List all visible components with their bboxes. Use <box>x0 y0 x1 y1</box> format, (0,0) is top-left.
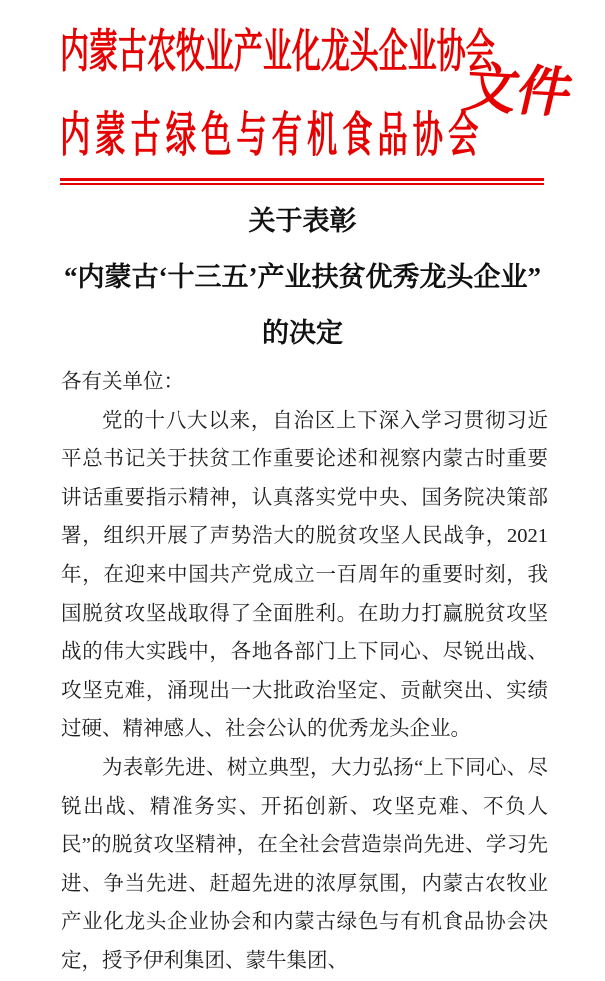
body-paragraph-1: 党的十八大以来，自治区上下深入学习贯彻习近平总书记关于扶贫工作重要论述和视察内蒙古时重要讲话重要指示精神，认真落实党中央、国务院决策部署，组织开展了声势浩大的脱贫攻坚人民战争，2021 年，在迎来中国共产党成立一百周年的重要时刻，我国脱贫攻坚战取得了全面胜利。在助力打赢脱贫攻坚战的伟大实践中，各地各部门上下同心、尽锐出战、攻坚克难，涌现出一大批政治坚定、贡献突出、实绩过硬、精神感人、社会公认的优秀龙头企业。 <box>61 409 548 741</box>
title-line-1: 关于表彰 <box>248 206 357 236</box>
body-paragraph-2: 为表彰先进、树立典型，大力弘扬“上下同心、尽锐出战、精准务实、开拓创新、攻坚克难、不负人民”的脱贫攻坚精神，在全社会营造崇尚先进、学习先进、争当先进、赶超先进的浓厚氛围，内蒙古农牧业产业化龙头企业协会和内蒙古绿色与有机食品协会决定，授予伊利集团、蒙牛集团、 <box>61 756 548 972</box>
red-letterhead <box>60 0 605 164</box>
title-line-3: 的决定 <box>262 318 343 348</box>
title-line-2: “内蒙古‘十三五’产业扶贫优秀龙头企业” <box>64 262 541 292</box>
red-double-rule <box>60 178 544 185</box>
document-title <box>28 193 577 361</box>
document-type-label: 文件 <box>457 58 579 124</box>
org-name-primary: 内蒙古农牧业产业化龙头企业协会 <box>60 26 495 77</box>
document-body <box>61 363 548 981</box>
org-name-secondary: 内蒙古绿色与有机食品协会 <box>60 109 484 162</box>
rule-top-bar <box>60 178 544 181</box>
rule-bottom-bar <box>60 183 544 185</box>
salutation: 各有关单位： <box>61 371 184 393</box>
